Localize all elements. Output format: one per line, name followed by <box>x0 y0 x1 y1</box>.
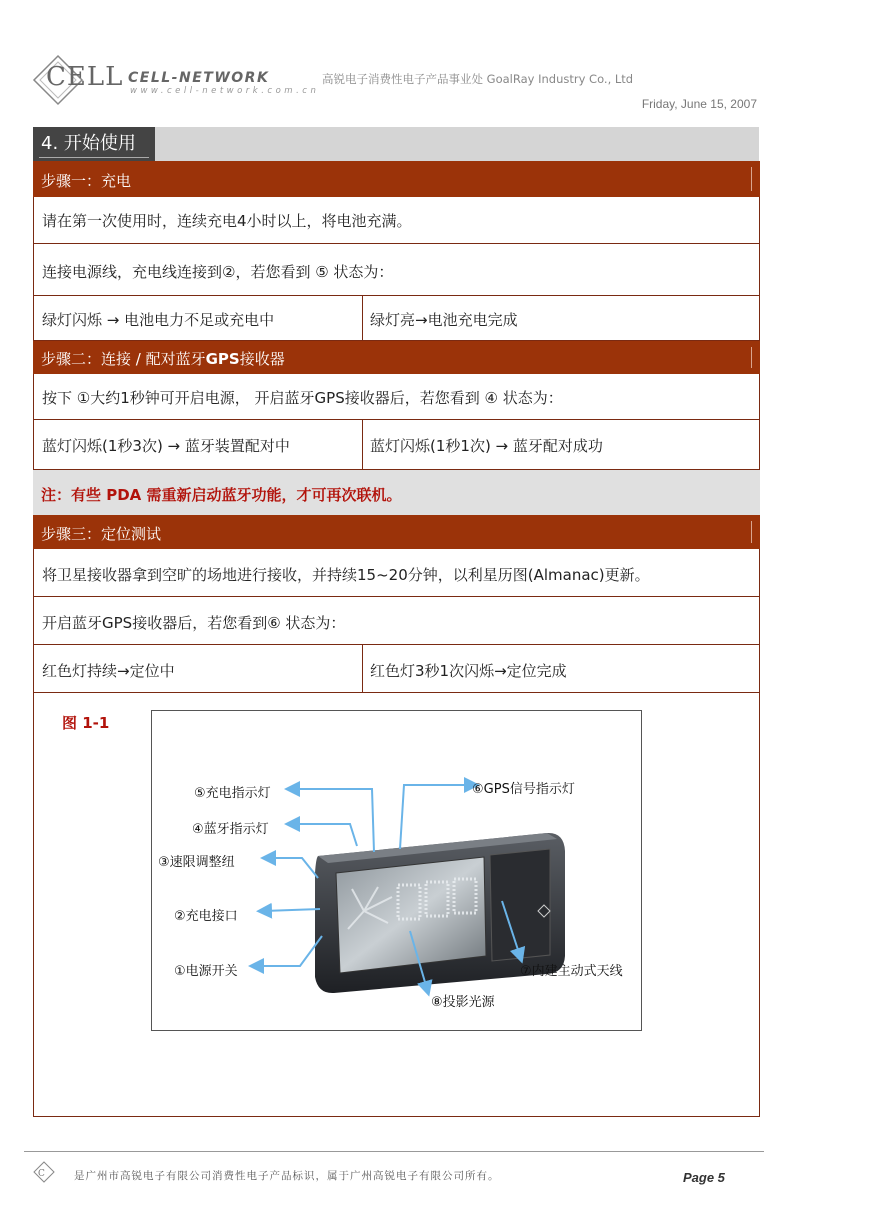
device-screen <box>336 857 486 973</box>
step1-status-left <box>34 296 363 340</box>
step3-right-text: 红色灯3秒1次闪烁→定位完成 <box>370 662 567 680</box>
figure-label: 图 1-1 <box>62 714 110 732</box>
step1-row-status <box>33 296 760 341</box>
step3-line1: 将卫星接收器拿到空旷的场地进行接收，并持续15~20分钟，以利星历图(Almanac)更新。 <box>42 566 650 584</box>
footer-logo-icon <box>32 1160 72 1184</box>
callout-speed-knob: ③速限调整纽 <box>158 855 235 870</box>
figure-frame <box>151 710 642 1031</box>
step3-title: 步骤三：定位测试 <box>41 525 162 543</box>
step2-row-instruction <box>33 374 760 420</box>
step1-right-text: 绿灯亮→电池充电完成 <box>370 311 518 329</box>
step2-status-left <box>34 420 363 469</box>
step1-title: 步骤一：充电 <box>41 172 132 190</box>
step1-row-connect <box>33 244 760 296</box>
page-number: Page 5 <box>683 1170 725 1185</box>
step1-status-right <box>362 296 759 340</box>
step3-header <box>33 515 760 549</box>
step3-row-status <box>33 645 760 693</box>
step2-title-bold: GPS <box>205 350 240 368</box>
callout-gps-led: ⑥GPS信号指示灯 <box>472 782 575 797</box>
step3-row-open <box>33 597 760 645</box>
svg-text:C: C <box>38 1169 45 1179</box>
step3-row-instruction <box>33 549 760 597</box>
step2-title <box>41 348 285 369</box>
step3-status-left <box>34 645 363 692</box>
step2-right-text: 蓝灯闪烁(1秒1次) → 蓝牙配对成功 <box>370 437 603 455</box>
step1-row-instruction <box>33 197 760 244</box>
step1-header <box>33 161 760 197</box>
brand-url: www.cell-network.com.cn <box>130 86 320 96</box>
step1-line1: 请在第一次使用时，连续充电4小时以上，将电池充满。 <box>42 212 412 230</box>
step1-left-text: 绿灯闪烁 → 电池电力不足或充电中 <box>42 311 275 329</box>
step2-title-prefix: 步骤二：连接 / 配对蓝牙 <box>41 350 206 368</box>
logo-text: CELL <box>46 62 124 92</box>
gps-device-illustration <box>152 711 641 1030</box>
footer-divider <box>24 1151 764 1152</box>
callout-charge-led: ⑤充电指示灯 <box>194 786 271 801</box>
step3-line2: 开启蓝牙GPS接收器后，若您看到⑥ 状态为： <box>42 614 346 632</box>
step3-status-right <box>362 645 759 692</box>
callout-bluetooth-led: ④蓝牙指示灯 <box>192 822 269 837</box>
callout-charge-port: ②充电接口 <box>174 909 238 924</box>
callout-projection-light: ⑧投影光源 <box>431 995 495 1010</box>
step2-status-right <box>362 420 759 469</box>
step2-line1: 按下 ①大约1秒钟可开启电源， 开启蓝牙GPS接收器后，若您看到 ④ 状态为： <box>42 389 563 407</box>
step1-line2: 连接电源线，充电线连接到②，若您看到 ⑤ 状态为： <box>42 263 394 281</box>
step2-header <box>33 341 760 374</box>
callout-antenna: ⑦内建主动式天线 <box>520 964 623 979</box>
antenna-panel <box>490 849 550 961</box>
document-date: Friday, June 15, 2007 <box>641 97 757 111</box>
step3-left-text: 红色灯持续→定位中 <box>42 662 175 680</box>
step2-left-text: 蓝灯闪烁(1秒3次) → 蓝牙装置配对中 <box>42 437 290 455</box>
step2-title-suffix: 接收器 <box>239 350 285 368</box>
callout-power-switch: ①电源开关 <box>174 964 238 979</box>
step2-row-status <box>33 420 760 470</box>
footer-text: 是广州市高锐电子有限公司消费性电子产品标识，属于广州高锐电子有限公司所有。 <box>74 1170 500 1182</box>
company-name: 高锐电子消费性电子产品事业处 GoalRay Industry Co., Ltd <box>322 72 634 86</box>
brand-name: CELL-NETWORK <box>128 70 270 86</box>
step2-note-text: 注：有些 PDA 需重新启动蓝牙功能，才可再次联机。 <box>41 486 402 504</box>
step2-note <box>33 470 760 515</box>
section-title: 4. 开始使用 <box>33 127 155 161</box>
